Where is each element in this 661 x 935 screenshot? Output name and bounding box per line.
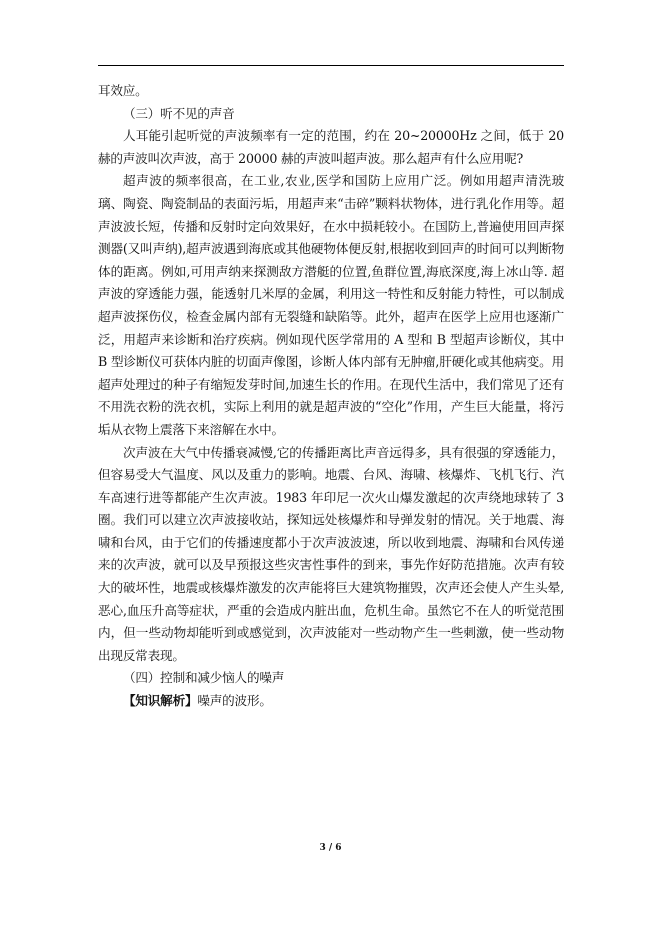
paragraph-infrasound: 次声波在大气中传播衰减慢,它的传播距离比声音远得多，具有很强的穿透能力，但容易受大气温度、风以及重力的影响。地震、台风、海啸、核爆炸、飞机飞行、汽车高速行进等都能产生次声波。1983 年印尼一次火山爆发激起的次声绕地球转了 3 圈。我们可以建立次声波接收站，探知远处核爆炸和导弹发射的情况。关于地震、海啸和台风，由于它们的传播速度都小于次声波波速，所以收到地震、海啸和台风传递来的次声波，就可以及早预报这些灾害性事件的到来，事先作好防范措施。次声有较大的破坏性，地震或核爆炸激发的次声能将巨大建筑物摧毁，次声还会使人产生头晕,恶心,血压升高等症状，严重的会造成内脏出血，危机生命。虽然它不在人的听觉范围内，但一些动物却能听到或感觉到，次声波能对一些动物产生一些刺激，使一些动物出现反常表现。 <box>98 444 564 663</box>
document-body <box>98 80 564 713</box>
paragraph-continuation: 耳效应。 <box>98 83 148 98</box>
knowledge-analysis-label: 【知识解析】 <box>123 693 198 709</box>
paragraph-frequency-range: 人耳能引起听觉的声波频率有一定的范围，约在 20~20000Hz 之间，低于 20 赫的声波叫次声波，高于 20000 赫的声波叫超声波。那么超声有什么应用呢? <box>98 128 564 166</box>
section-heading-3: （三）听不见的声音 <box>123 105 235 121</box>
page-number: 3 / 6 <box>319 843 342 853</box>
knowledge-analysis-text: 噪声的波形。 <box>197 693 272 709</box>
section-heading-4: （四）控制和减少恼人的噪声 <box>123 670 285 686</box>
paragraph-ultrasound: 超声波的频率很高，在工业,农业,医学和国防上应用广泛。例如用超声清洗玻璃、陶瓷、陶瓷制品的表面污垢，用超声来“击碎”颗料状物体，进行乳化作用等。超声波波长短，传播和反射时定向效果好，在水中损耗较小。在国防上,普遍使用回声探测器(又叫声纳),超声波遇到海底或其他硬物体便反射,根据收到回声的时间可以判断物体的距离。例如,可用声纳来探测敌方潜艇的位置,鱼群位置,海底深度,海上冰山等. 超声波的穿透能力强，能透射几米厚的金属，利用这一特性和反射能力特性，可以制成超声波探伤仪，检查金属内部有无裂缝和缺陷等。此外，超声在医学上应用也逐渐广泛，用超声来诊断和治疗疾病。例如现代医学常用的 A 型和 B 型超声诊断仪，其中 B 型诊断仪可获体内脏的切面声像图，诊断人体内部有无肿瘤,肝硬化或其他病变。用超声处理过的种子有缩短发芽时间,加速生长的作用。在现代生活中，我们常见了还有不用洗衣粉的洗衣机，实际上利用的就是超声波的“空化”作用，产生巨大能量，将污垢从衣物上震落下来溶解在水中。 <box>98 173 564 437</box>
knowledge-analysis <box>98 690 564 713</box>
header-rule <box>98 65 564 66</box>
